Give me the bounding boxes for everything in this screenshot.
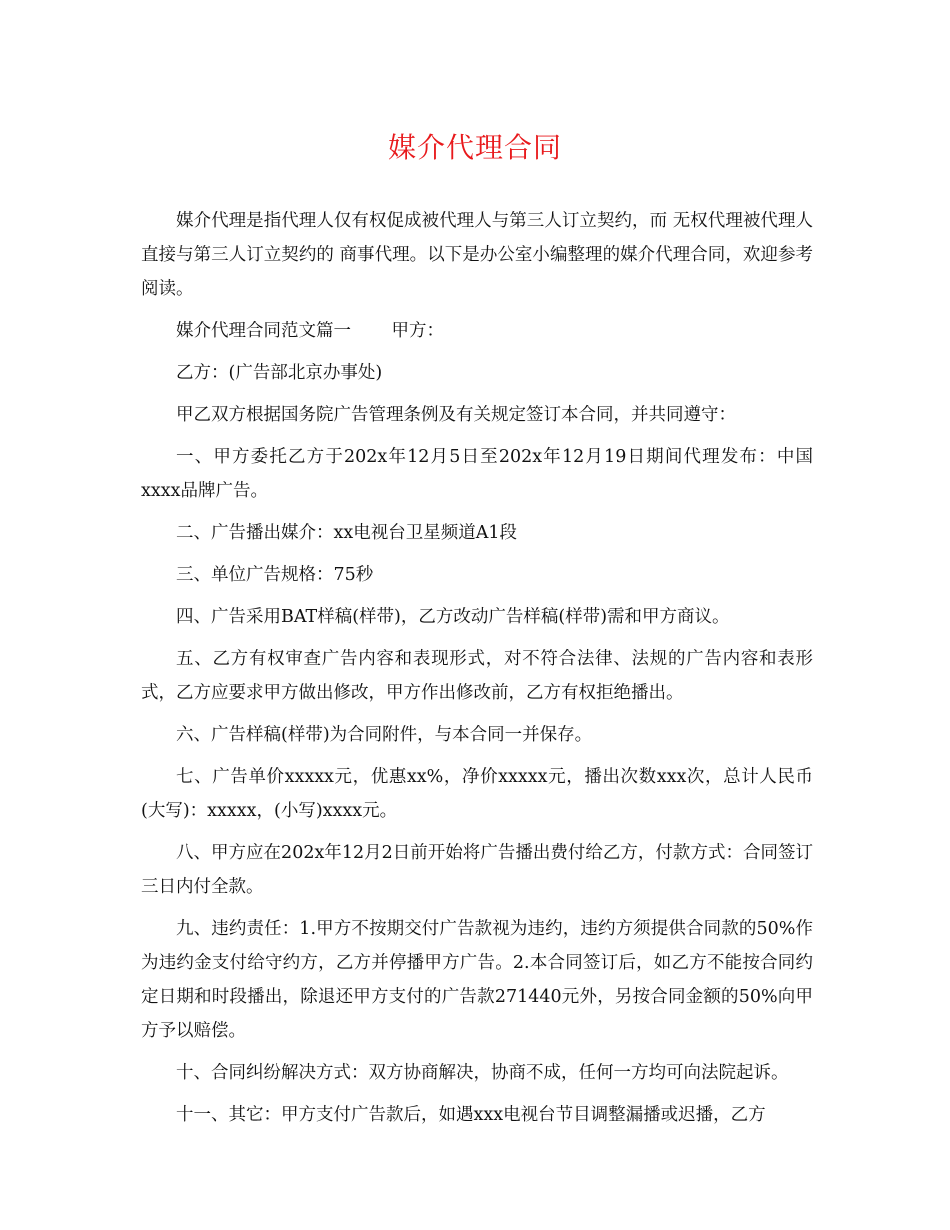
paragraph-sample-heading-party-a: 媒介代理合同范文篇一 甲方： bbox=[176, 321, 445, 341]
clause-10: 十、合同纠纷解决方式：双方协商解决，协商不成，任何一方均可向法院起诉。 bbox=[176, 1063, 789, 1083]
clause-3: 三、单位广告规格：75秒 bbox=[176, 565, 374, 585]
paragraph-party-b: 乙方：(广告部北京办事处) bbox=[176, 363, 383, 383]
clause-7: 七、广告单价xxxxx元，优惠xx%，净价xxxxx元，播出次数xxx次，总计人民币(大写)：xxxxx，(小写)xxxx元。 bbox=[141, 767, 813, 821]
clause-2: 二、广告播出媒介：xx电视台卫星频道A1段 bbox=[176, 523, 518, 543]
document-body bbox=[141, 204, 813, 1140]
paragraph-preamble: 甲乙双方根据国务院广告管理条例及有关规定签订本合同，并共同遵守： bbox=[176, 405, 736, 425]
clause-5: 五、乙方有权审查广告内容和表现形式，对不符合法律、法规的广告内容和表形式，乙方应要求甲方做出修改，甲方作出修改前，乙方有权拒绝播出。 bbox=[141, 649, 813, 703]
clause-11: 十一、其它：甲方支付广告款后，如遇xxx电视台节目调整漏播或迟播，乙方 bbox=[176, 1105, 766, 1125]
clause-8: 八、甲方应在202x年12月2日前开始将广告播出费付给乙方，付款方式：合同签订三日内付全款。 bbox=[141, 843, 813, 897]
clause-4: 四、广告采用BAT样稿(样带)，乙方改动广告样稿(样带)需和甲方商议。 bbox=[176, 607, 730, 627]
paragraph-intro: 媒介代理是指代理人仅有权促成被代理人与第三人订立契约，而 无权代理被代理人直接与第三人订立契约的 商事代理。以下是办公室小编整理的媒介代理合同，欢迎参考阅读。 bbox=[141, 211, 813, 299]
clause-9: 九、违约责任：1.甲方不按期交付广告款视为违约，违约方须提供合同款的50%作为违约金支付给守约方，乙方并停播甲方广告。2.本合同签订后，如乙方不能按合同约定日期和时段播出，除退还甲方支付的广告款271440元外，另按合同金额的50%向甲方予以赔偿。 bbox=[141, 919, 813, 1041]
clause-6: 六、广告样稿(样带)为合同附件，与本合同一并保存。 bbox=[176, 725, 593, 745]
clause-1: 一、甲方委托乙方于202x年12月5日至202x年12月19日期间代理发布：中国xxxx品牌广告。 bbox=[141, 447, 813, 501]
document-title: 媒介代理合同 bbox=[387, 131, 562, 164]
